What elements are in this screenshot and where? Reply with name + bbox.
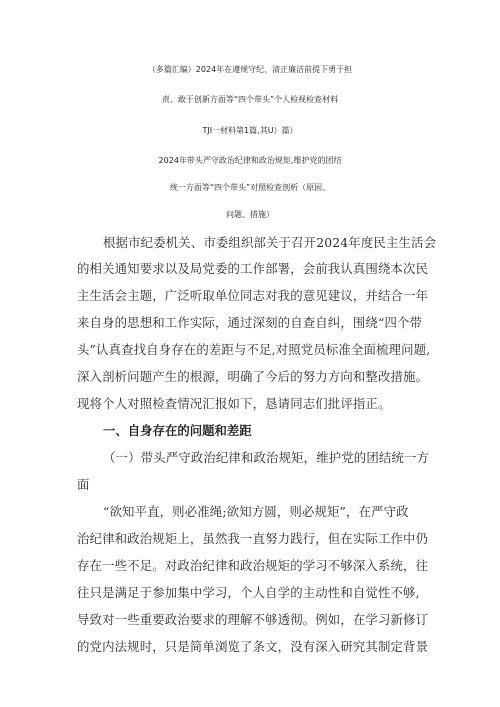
article-title-line: 统一方面等“四个带头”对照检查剖析（原因、: [169, 183, 331, 192]
intro-paragraph-line: 主生活会主题，广泛听取单位同志对我的意见建议，并结合一年: [77, 288, 429, 303]
section-heading: 一、自身存在的问题和差距: [103, 423, 252, 438]
article-title-line: 2024年带头严守政治纪律和政治规矩,维护党的团结: [158, 156, 342, 165]
intro-paragraph-line: 头”认真查找自身存在的差距与不足,对照党员标准全面梳理问题,: [77, 342, 431, 357]
header-title-line: TJI一材料第1篇,其U）篇）: [202, 126, 298, 135]
intro-paragraph-line: 的相关通知要求以及局党委的工作部署，会前我认真围绕本次民: [77, 261, 429, 276]
intro-paragraph-line: 根据市纪委机关、市委组织部关于召开2024年度民主生活会: [103, 235, 437, 250]
intro-paragraph-line: 深入剖析问题产生的根源，明确了今后的努力方向和整改措施。: [77, 369, 429, 384]
intro-paragraph-line: 现将个人对照检查情况汇报如下，恳请同志们批评指正。: [77, 396, 391, 411]
body-paragraph-line: 治纪律和政治规矩上，虽然我一直努力践行，但在实际工作中仍: [77, 531, 429, 546]
header-title-line: 责、敢于创新方面等“四个带头”个人检视检查材料: [161, 95, 339, 104]
subsection-heading-line: （一）带头严守政治纪律和政治规矩，维护党的团结统一方: [103, 450, 430, 465]
article-title-line: 问题、措施）: [226, 210, 274, 219]
body-paragraph-line: 存在一些不足。对政治纪律和政治规矩的学习不够深入系统，往: [77, 558, 429, 573]
intro-paragraph-line: 来自身的思想和工作实际，通过深刻的自查自纠，围绕“四个带: [77, 315, 423, 330]
body-paragraph-line: 的党内法规时，只是简单浏览了条文，没有深入研究其制定背景: [77, 639, 429, 654]
subsection-heading-line: 面: [77, 477, 90, 492]
body-paragraph-line: “欲知平直，则必准绳;欲知方圆，则必规矩”，在严守政: [103, 504, 409, 519]
body-paragraph-line: 往只是满足于参加集中学习，个人自学的主动性和自觉性不够,: [77, 585, 420, 600]
header-title-line: （多篇汇编）2024年在遵规守纪、清正廉洁前提下勇于担: [147, 65, 353, 74]
body-paragraph-line: 导致对一些重要政治要求的理解不够透彻。例如，在学习新修订: [77, 612, 429, 627]
